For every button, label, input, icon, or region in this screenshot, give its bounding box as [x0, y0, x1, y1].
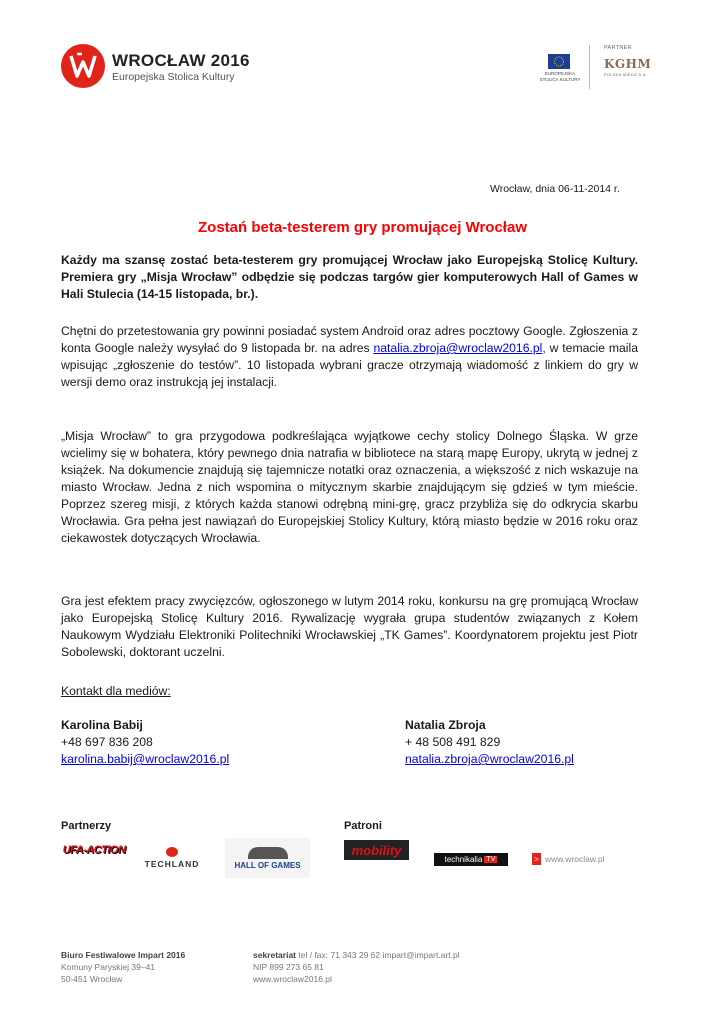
document-date: Wrocław, dnia 06-11-2014 r. [490, 183, 620, 195]
eu-flag-icon [548, 54, 570, 69]
contact-phone: +48 697 836 208 [61, 735, 153, 749]
contact-name: Karolina Babij [61, 718, 143, 732]
tv-badge: TV [486, 856, 496, 863]
contact-name: Natalia Zbroja [405, 718, 486, 732]
contact-email-link[interactable]: natalia.zbroja@wroclaw2016.pl [405, 752, 574, 766]
mobility-logo-icon: mobility [344, 840, 409, 860]
partner-label: PARTNER [604, 45, 632, 51]
document-title: Zostań beta-testerem gry promującej Wrocław [198, 219, 527, 236]
hall-of-games-label: HALL OF GAMES [234, 860, 301, 870]
kghm-logo: KGHM [604, 57, 652, 71]
logo-subtitle: Europejska Stolica Kultury [112, 71, 235, 83]
paragraph-authors: Gra jest efektem pracy zwycięzców, ogłoszonego w lutym 2014 roku, konkursu na grę promującą Wrocław jako Europejską Stolicę Kultury 2016. Rywalizację wygrała grupa studentów związanych z Kołem Naukowym Wydziału Elektroniki Politechniki Wrocławskiej „TK Games”. Koordynatorem projektu jest Piotr Sobolewski, doktorant uczelni. [61, 594, 638, 659]
hall-dome-icon [248, 847, 288, 859]
ufa-action-logo-icon: UFA-ACTION [62, 844, 126, 856]
partner-divider [589, 45, 590, 89]
paragraph-text: Chętni do przetestowania gry powinni posiadać system Android oraz adres pocztowy Google. Zgłoszenia z konta Google należy wysyłać do 9 listopada br. na adres [61, 324, 638, 355]
footer-contact [253, 949, 460, 985]
contact-phone: + 48 508 491 829 [405, 735, 501, 749]
lead-paragraph: Każdy ma szansę zostać beta-testerem gry promującej Wrocław jako Europejską Stolicę Kultury. Premiera gry „Misja Wrocław” odbędzie się podczas targów gier komputerowych Hall of Games w Hali Stulecia (14-15 listopada, br.). [61, 253, 638, 301]
techland-label: TECHLAND [144, 859, 200, 869]
contact-card [405, 717, 574, 768]
hall-of-games-logo-icon [225, 838, 310, 878]
logo-title: WROCŁAW 2016 [112, 51, 250, 70]
arrow-right-icon: > [532, 853, 541, 865]
wroclaw-pl-label: www.wroclaw.pl [545, 854, 605, 864]
media-contact-label: Kontakt dla mediów: [61, 684, 171, 698]
partners-label: Partnerzy [61, 820, 112, 832]
wroclaw-pl-logo-icon [532, 851, 605, 867]
paragraph-signup [61, 323, 638, 391]
footer-secretariat-contact: tel / fax: 71 343 29 62 impart@impart.art.pl [296, 950, 460, 960]
techland-logo-icon [136, 845, 208, 871]
paragraph-game-description: „Misja Wrocław” to gra przygodowa podkreślająca wyjątkowe cechy stolicy Dolnego Śląska. W grze wcielimy się w bohatera, który pewnego dnia natrafia w bibliotece na starą mapę Europy, ukrytą w jednej z książek. Na dokumencie znajdują się tajemnicze notatki oraz oznaczenia, a większość z nich wskazuje na miasto Wrocław. Jedna z nich wspomina o mitycznym skarbie znajdującym się gdzieś w tym mieście. Poprzez szereg misji, z których każda stanowi odrębną mini-grę, gracz przybliża się do odkrycia skarbu Wrocławia. Gra pełna jest nawiązań do Europejskiej Stolicy Kultury, którą miasto będzie w 2016 roku oraz ciekawostek dotyczących Wrocławia. [61, 429, 638, 545]
footer-nip: NIP 899 273 65 81 [253, 962, 324, 972]
footer-address-line: 50-451 Wrocław [61, 974, 123, 984]
paragraph-text: , w temacie maila wpisując „zgłoszenie do testów”. 10 listopada wybrani gracze otrzymają wiadomość z linkiem do gry w wersji demo oraz instrukcją jej instalacji. [61, 341, 638, 389]
wroclaw-w-logo-icon [61, 44, 105, 88]
technikalia-tv-logo-icon [434, 853, 508, 866]
footer-address [61, 949, 185, 985]
kghm-subtitle: POLSKA MIEDŹ S.A. [604, 72, 648, 77]
techland-emblem-icon [166, 847, 178, 857]
footer-address-line: Komuny Paryskiej 39–41 [61, 962, 156, 972]
footer-secretariat-label: sekretariat [253, 950, 297, 960]
contact-email-link[interactable]: karolina.babij@wroclaw2016.pl [61, 752, 230, 766]
contact-card [61, 717, 229, 768]
signup-email-link[interactable]: natalia.zbroja@wroclaw2016.pl [373, 341, 543, 355]
footer-website: www.wroclaw2016.pl [253, 974, 332, 984]
footer-org-name: Biuro Festiwalowe Impart 2016 [61, 950, 186, 960]
technikalia-label: technikalia [444, 855, 483, 864]
eu-label: EUROPEJSKA STOLICA KULTURY [539, 71, 581, 82]
patrons-label: Patroni [344, 820, 382, 832]
